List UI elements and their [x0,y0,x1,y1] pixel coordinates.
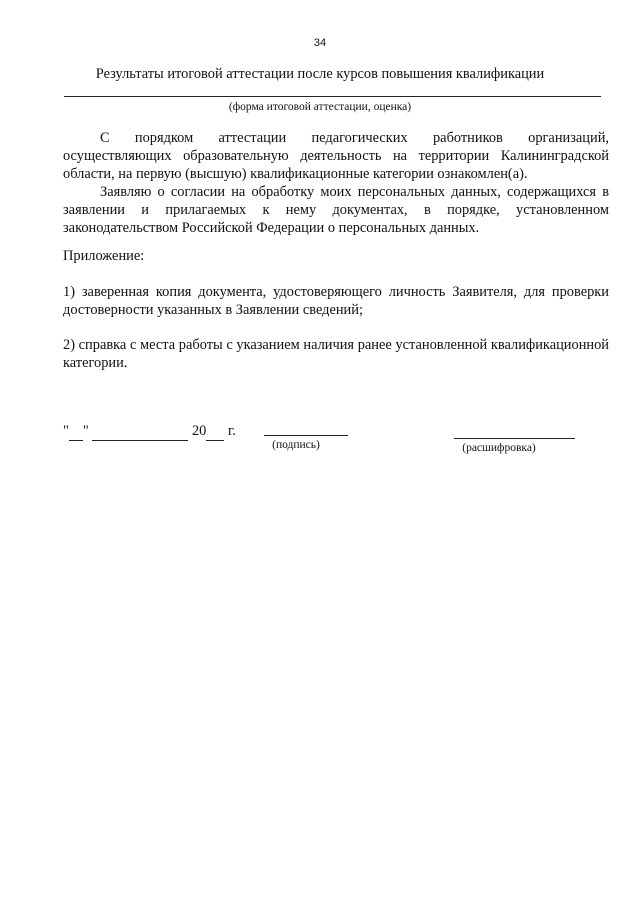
signature-caption: (подпись) [272,439,320,451]
day-blank [69,422,83,441]
year-prefix: 20 [191,423,207,439]
year-blank [206,422,224,441]
form-fill-line [64,96,601,97]
attachments-heading: Приложение: [63,248,145,264]
acknowledgement-paragraph: С порядком аттестации педагогических работников организаций, осуществляющих образовательную деятельность на территории Калининградской области, на первую (высшую) квалификационные категории ознакомлен(а). [63,130,609,182]
date-close-quote: " [82,423,89,439]
date-field [63,422,236,441]
decoding-line [454,438,575,439]
month-blank [92,422,188,441]
results-title: Результаты итоговой аттестации после курсов повышения квалификации [95,66,545,82]
attachment-item: 1) заверенная копия документа, удостоверяющего личность Заявителя, для проверки достоверности указанных в Заявлении сведений; [63,284,609,318]
form-caption: (форма итоговой аттестации, оценка) [228,101,412,113]
decoding-caption: (расшифровка) [462,442,536,454]
date-open-quote: " [63,423,69,439]
year-suffix: г. [227,423,236,439]
signature-line [264,435,348,436]
attachment-item: 2) справка с места работы с указанием наличия ранее установленной квалификационной категории. [63,337,609,371]
page-number: 34 [313,37,327,49]
consent-paragraph: Заявляю о согласии на обработку моих персональных данных, содержащихся в заявлении и прилагаемых к нему документах, в порядке, установленном законодательством Российской Федерации о персональных данных. [63,184,609,236]
